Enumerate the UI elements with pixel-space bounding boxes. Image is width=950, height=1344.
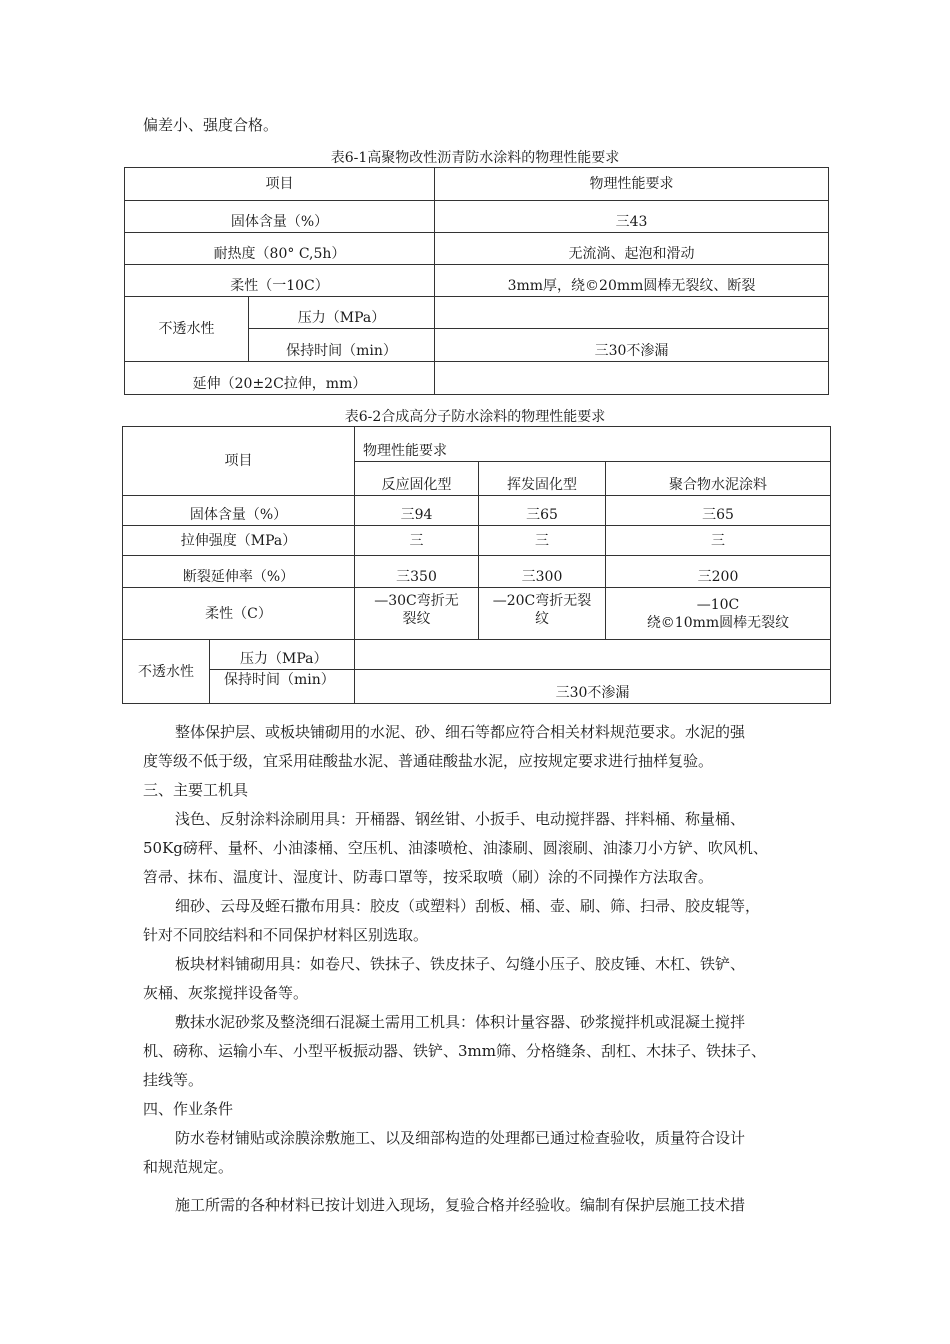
table-row [125, 362, 829, 395]
table2-time-label: 保持时间（min） [210, 670, 355, 704]
table1-value: 三43 [435, 201, 829, 233]
table2-pressure-label: 压力（MPa） [210, 640, 355, 670]
table1-elongation-item: 延伸（20±2C拉伸，mm） [125, 362, 435, 395]
paragraph-line: 机、磅称、运输小车、小型平板振动器、铁铲、3mm筛、分格缝条、刮杠、木抹子、铁抹子、 [143, 1042, 766, 1060]
intro-line: 偏差小、强度合格。 [143, 116, 279, 134]
table2-cell: 三 [479, 526, 606, 556]
table-row [123, 640, 831, 670]
table1-item: 耐热度（80° C,5h） [125, 233, 435, 265]
table2-impermeability-label: 不透水性 [123, 640, 210, 704]
table2-pressure-value [355, 640, 831, 670]
table2-cell: 三 [606, 526, 831, 556]
table1-value: 无流淌、起泡和滑动 [435, 233, 829, 265]
table1-item: 固体含量（%） [125, 201, 435, 233]
paragraph-line: 防水卷材铺贴或涂膜涂敷施工、以及细部构造的处理都已通过检查验收，质量符合设计 [175, 1129, 746, 1147]
table2-flex-polymer-cement [606, 588, 831, 640]
table-row [125, 297, 829, 329]
table2-flex-volatile [479, 588, 606, 640]
table-row [123, 496, 831, 526]
table1 [124, 167, 829, 395]
table2-col-reactive: 反应固化型 [355, 462, 479, 496]
table2-flex-reactive-line1: —30C弯折无 [374, 593, 459, 609]
table1-header-item: 项目 [125, 168, 435, 201]
table-row [123, 670, 831, 704]
table1-item: 柔性（一10C） [125, 265, 435, 297]
table1-header-row [125, 168, 829, 201]
paragraph-line: 浅色、反射涂料涂刷用具：开桶器、钢丝钳、小扳手、电动搅拌器、拌料桶、称量桶、 [175, 810, 746, 828]
table-row [123, 556, 831, 588]
paragraph-line: 笤帚、抹布、温度计、湿度计、防毒口罩等，按采取喷（刷）涂的不同操作方法取舍。 [143, 868, 714, 886]
section-heading: 三、主要工机具 [143, 781, 249, 799]
table2-header-item: 项目 [123, 427, 355, 496]
table2-flex-volatile-line1: —20C弯折无裂 [492, 593, 592, 609]
paragraph-line: 板块材料铺砌用具：如卷尺、铁抹子、铁皮抹子、勾缝小压子、胶皮锤、木杠、铁铲、 [175, 955, 746, 973]
table1-caption: 表6-1高聚物改性沥青防水涂料的物理性能要求 [330, 150, 620, 166]
paragraph-line: 和规范规定。 [143, 1158, 234, 1176]
table1-pressure-label: 压力（MPa） [249, 297, 435, 329]
paragraph-line: 细砂、云母及蛭石撒布用具：胶皮（或塑料）刮板、桶、壶、刷、筛、扫帚、胶皮辊等， [175, 897, 761, 915]
table1-time-value: 三30不渗漏 [435, 329, 829, 362]
table1-time-label: 保持时间（min） [249, 329, 435, 362]
table2-item: 断裂延伸率（%） [123, 556, 355, 588]
table2-item: 拉伸强度（MPa） [123, 526, 355, 556]
table2-col-volatile: 挥发固化型 [479, 462, 606, 496]
table2-time-value: 三30不渗漏 [355, 670, 831, 704]
table-row [125, 233, 829, 265]
table1-pressure-value [435, 297, 829, 329]
table2-cell: 三65 [479, 496, 606, 526]
paragraph-line: 敷抹水泥砂浆及整浇细石混凝土需用工机具：体积计量容器、砂浆搅拌机或混凝土搅拌 [175, 1013, 746, 1031]
table-row [125, 201, 829, 233]
table2-cell: 三94 [355, 496, 479, 526]
table-row [123, 588, 831, 640]
table2 [122, 426, 831, 704]
table2-header-group: 物理性能要求 [355, 427, 831, 462]
paragraph-line: 挂线等。 [143, 1071, 204, 1089]
paragraph-line: 50Kg磅秤、量杯、小油漆桶、空压机、油漆喷枪、油漆刷、圆滚刷、油漆刀小方铲、吹风机、 [143, 839, 768, 857]
table2-flex-volatile-line2: 纹 [535, 611, 549, 627]
table2-flex-reactive-line2: 裂纹 [402, 611, 431, 627]
table2-item: 固体含量（%） [123, 496, 355, 526]
table1-elongation-value [435, 362, 829, 395]
table1-header-requirement: 物理性能要求 [435, 168, 829, 201]
table2-flex-item: 柔性（C） [123, 588, 355, 640]
paragraph-line: 针对不同胶结料和不同保护材料区别选取。 [143, 926, 429, 944]
table2-flex-reactive [355, 588, 479, 640]
table2-header-row [123, 427, 831, 462]
table2-cell: 三 [355, 526, 479, 556]
table2-cell: 三200 [606, 556, 831, 588]
table-row [123, 526, 831, 556]
table2-caption: 表6-2合成高分子防水涂料的物理性能要求 [344, 409, 606, 425]
table2-flex-polymer-cement-line2: 绕©10mm圆棒无裂纹 [646, 615, 790, 631]
paragraph-line: 整体保护层、或板块铺砌用的水泥、砂、细石等都应符合相关材料规范要求。水泥的强 [175, 723, 746, 741]
table2-col-polymer-cement: 聚合物水泥涂料 [606, 462, 831, 496]
paragraph-line: 施工所需的各种材料已按计划进入现场，复验合格并经验收。编制有保护层施工技术措 [175, 1196, 746, 1214]
table1-value: 3mm厚，绕©20mm圆棒无裂纹、断裂 [435, 265, 829, 297]
table2-flex-polymer-cement-line1: —10C [696, 597, 740, 613]
table2-cell: 三350 [355, 556, 479, 588]
table2-cell: 三300 [479, 556, 606, 588]
paragraph-line: 灰桶、灰浆搅拌设备等。 [143, 984, 309, 1002]
table1-impermeability-label: 不透水性 [125, 297, 249, 362]
table2-cell: 三65 [606, 496, 831, 526]
table-row [125, 265, 829, 297]
paragraph-line: 度等级不低于级，宜采用硅酸盐水泥、普通硅酸盐水泥，应按规定要求进行抽样复验。 [143, 752, 714, 770]
section-heading: 四、作业条件 [143, 1100, 234, 1118]
